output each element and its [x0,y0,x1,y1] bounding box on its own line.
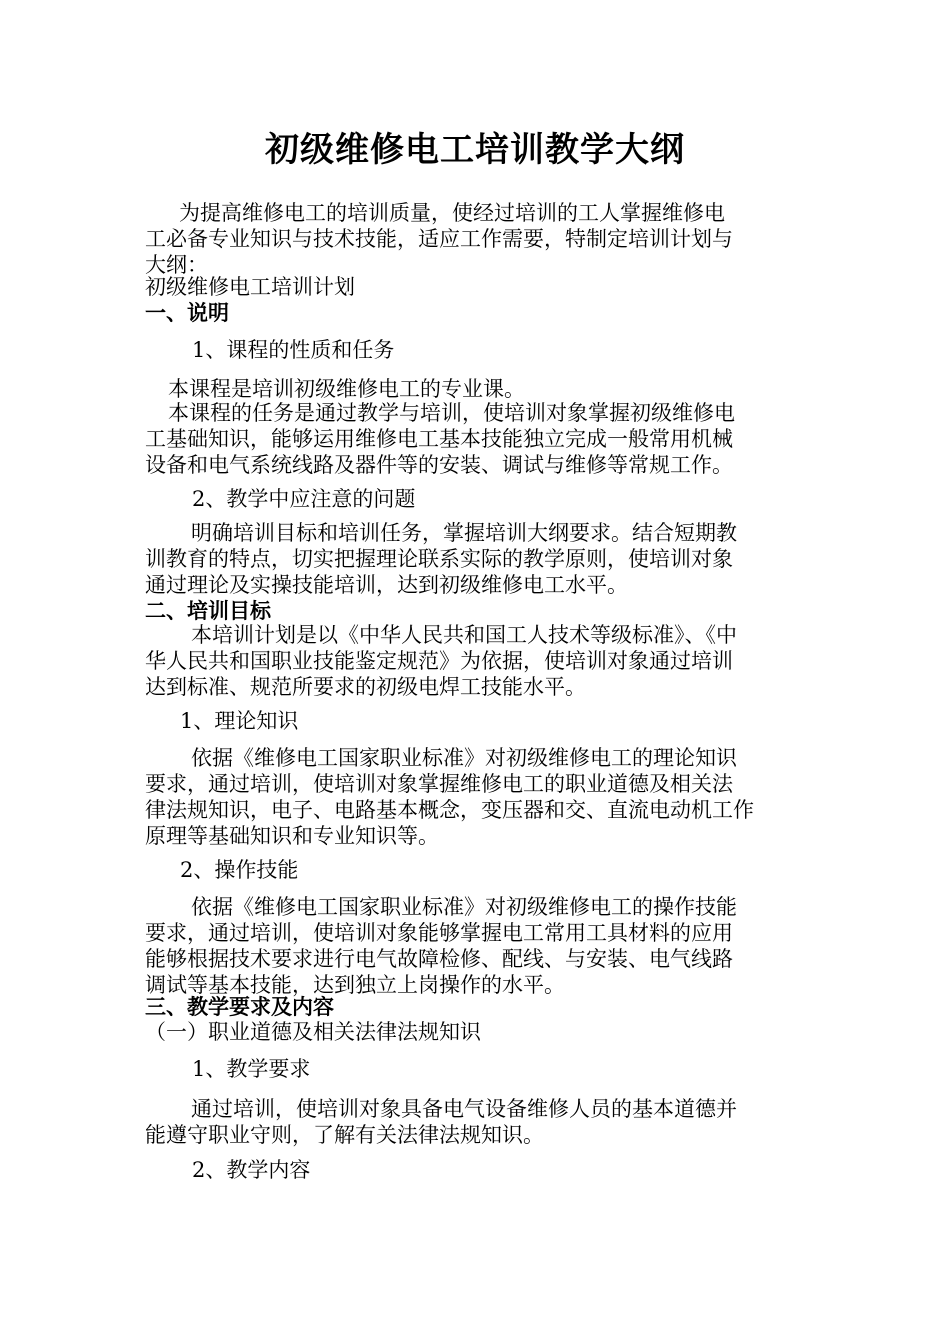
s2p1-line-3: 达到标准、规范所要求的初级电焊工技能水平。 [145,675,586,699]
intro-line-2: 工必备专业知识与技术技能，适应工作需要，特制定培训计划与 [145,227,733,251]
s1p2-line-1: 本课程的任务是通过教学与培训，使培训对象掌握初级维修电 [168,401,735,425]
section-1-heading: 一、说明 [145,300,229,325]
section-1-paragraph-3 [145,520,810,598]
section-2-paragraph-1 [145,622,810,700]
section-3-item-1: 1、教学要求 [192,1057,311,1081]
s1p2-line-2: 工基础知识，能够运用维修电工基本技能独立完成一般常用机械 [145,427,733,451]
intro-line-1: 为提高维修电工的培训质量，使经过培训的工人掌握维修电 [179,201,725,225]
intro-line-3: 大纲： [145,253,208,277]
section-2-heading: 二、培训目标 [145,598,271,623]
section-1-paragraph-1: 本课程是培训初级维修电工的专业课。 [168,377,525,401]
s2p3-line-3: 能够根据技术要求进行电气故障检修、配线、与安装、电气线路 [145,947,733,971]
s1p3-line-2: 训教育的特点，切实把握理论联系实际的教学原则，使培训对象 [145,547,733,571]
s1p2-line-3: 设备和电气系统线路及器件等的安装、调试与维修等常规工作。 [145,453,733,477]
section-3-paragraph-1 [145,1096,810,1148]
s2p3-line-4: 调试等基本技能，达到独立上岗操作的水平。 [145,973,565,997]
section-1-item-2: 2、教学中应注意的问题 [192,487,416,511]
s2p2-line-3: 律法规知识，电子、电路基本概念，变压器和交、直流电动机工作 [145,798,754,822]
s2p2-line-2: 要求，通过培训，使培训对象掌握维修电工的职业道德及相关法 [145,772,733,796]
section-3-subheading-1: （一）职业道德及相关法律法规知识 [145,1020,481,1044]
s2p3-line-2: 要求，通过培训，使培训对象能够掌握电工常用工具材料的应用 [145,921,733,945]
section-1-paragraph-2 [145,400,810,478]
s2p1-line-1: 本培训计划是以《中华人民共和国工人技术等级标准》、《中 [191,623,737,647]
s3p1-line-1: 通过培训，使培训对象具备电气设备维修人员的基本道德并 [191,1097,737,1121]
section-2-paragraph-3 [145,894,810,998]
section-2-item-2: 2、操作技能 [180,858,299,882]
document-title: 初级维修电工培训教学大纲 [265,130,685,170]
section-3-item-2: 2、教学内容 [192,1158,311,1182]
plan-title: 初级维修电工培训计划 [145,275,355,299]
s2p2-line-1: 依据《维修电工国家职业标准》对初级维修电工的理论知识 [191,746,737,770]
s3p1-line-2: 能遵守职业守则，了解有关法律法规知识。 [145,1123,544,1147]
s2p2-line-4: 原理等基础知识和专业知识等。 [145,824,439,848]
section-2-item-1: 1、理论知识 [180,709,299,733]
section-3-heading: 三、教学要求及内容 [145,994,334,1019]
section-1-item-1: 1、课程的性质和任务 [192,338,395,362]
intro-paragraph [145,200,810,278]
section-2-paragraph-2 [145,745,810,849]
s1p3-line-3: 通过理论及实操技能培训，达到初级维修电工水平。 [145,573,628,597]
s2p3-line-1: 依据《维修电工国家职业标准》对初级维修电工的操作技能 [191,895,737,919]
s1p3-line-1: 明确培训目标和培训任务，掌握培训大纲要求。结合短期教 [191,521,737,545]
s2p1-line-2: 华人民共和国职业技能鉴定规范》为依据，使培训对象通过培训 [145,649,733,673]
